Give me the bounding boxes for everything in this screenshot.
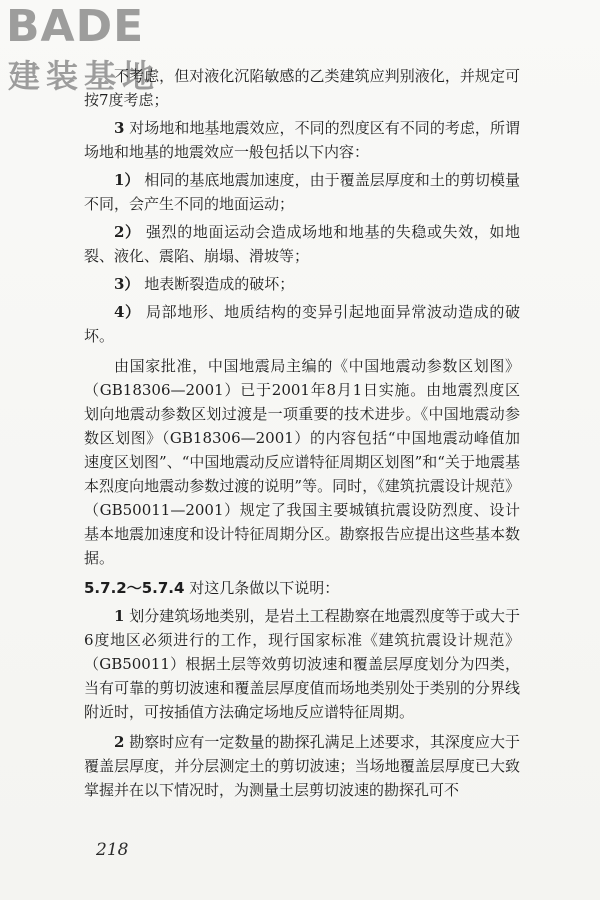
sub-item-number: 3）: [114, 275, 140, 293]
sub-item-1: [84, 168, 520, 216]
paragraph-text: 相同的基底地震加速度，由于覆盖层厚度和土的剪切模量不同，会产生不同的地面运动；: [84, 171, 520, 213]
paragraph-zoning-map: [84, 354, 520, 570]
logo-brand-en: BADE: [6, 1, 145, 52]
paragraph-item-3: [84, 116, 520, 164]
paragraph-item-2: [84, 730, 520, 802]
paragraph-text: 划分建筑场地类别，是岩土工程勘察在地震烈度等于或大于6度地区必须进行的工作，现行国家标准《建筑抗震设计规范》（GB50011）根据土层等效剪切波速和覆盖层厚度划分为四类，当有可靠的剪切波速和覆盖层厚度值而场地类别处于类别的分界线附近时，可按插值方法确定场地反应谱特征周期。: [84, 607, 520, 721]
paragraph-text: 强烈的地面运动会造成场地和地基的失稳或失效，如地裂、液化、震陷、崩塌、滑坡等；: [84, 223, 520, 265]
sub-item-number: 4）: [114, 303, 141, 321]
page-number: 218: [96, 840, 129, 860]
body-text: [84, 64, 520, 802]
sub-item-number: 1）: [114, 171, 140, 189]
paragraph-text: 地表断裂造成的破坏；: [144, 275, 295, 293]
section-number: 5.7.2～5.7.4: [84, 579, 185, 597]
paragraph-continuation: [84, 64, 520, 112]
paragraph-text: 勘察时应有一定数量的勘探孔满足上述要求，其深度应大于覆盖层厚度，并分层测定土的剪切波速；当场地覆盖层厚度已大致掌握并在以下情况时，为测量土层剪切波速的勘探孔可不: [84, 733, 520, 799]
item-number: 1: [114, 607, 125, 625]
sub-item-2: [84, 220, 520, 268]
paragraph-item-1: [84, 604, 520, 724]
paragraph-text: 局部地形、地质结构的变异引起地面异常波动造成的破坏。: [84, 303, 520, 345]
sub-item-number: 2）: [114, 223, 141, 241]
logo-brand-cn: 建装基地: [8, 57, 161, 95]
paragraph-text: 由国家批准，中国地震局主编的《中国地震动参数区划图》（GB18306—2001）已于2001年8月1日实施。由地震烈度区划向地震动参数区划过渡是一项重要的技术进步。《中国地震动参数区划图》（GB18306—2001）的内容包括“中国地震动峰值加速度区划图”、“中国地震动反应谱特征周期区划图”和“关于地震基本烈度向地震动参数过渡的说明”等。同时，《建筑抗震设计规范》（GB50011—2001）规定了我国主要城镇抗震设防烈度、设计基本地震加速度和设计特征周期分区。勘察报告应提出这些基本数据。: [84, 357, 520, 567]
item-number: 2: [114, 733, 125, 751]
paragraph-text: 对场地和地基地震效应，不同的烈度区有不同的考虑，所谓场地和地基的地震效应一般包括以下内容：: [84, 119, 520, 161]
sub-item-4: [84, 300, 520, 348]
section-heading-5-7-2: [84, 576, 520, 600]
paragraph-text: 不考虑，但对液化沉陷敏感的乙类建筑应判别液化，并规定可按7度考虑；: [84, 67, 520, 109]
sub-item-3: [84, 272, 520, 296]
section-heading-text: 对这几条做以下说明：: [189, 579, 340, 597]
item-number: 3: [114, 119, 125, 137]
